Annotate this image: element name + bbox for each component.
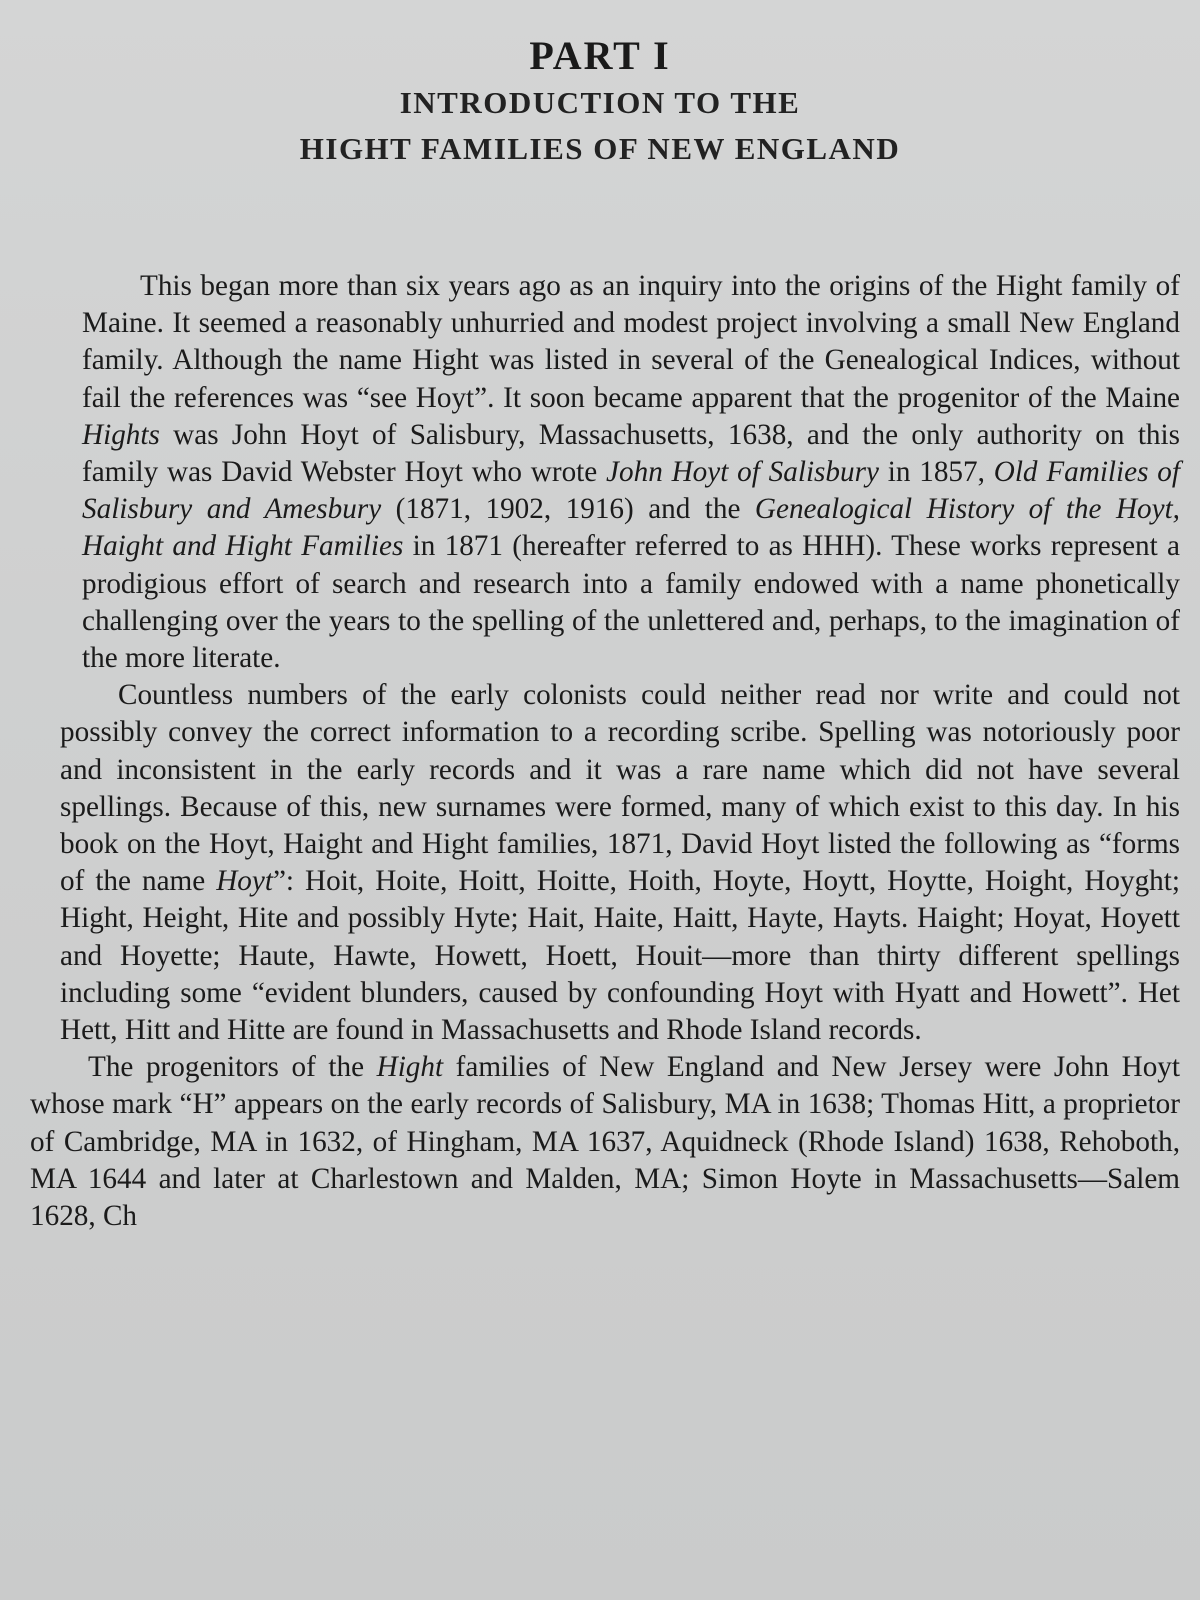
italic-term: Hight (376, 1051, 444, 1084)
chapter-subtitle-line-1: INTRODUCTION TO THE (399, 85, 801, 120)
text-segment: families of New England and New Jersey were John Hoyt whose mark “H” appears on the early records of Salisbury, MA in 1638; Thomas Hitt, a proprietor of Cambridge, MA in 1632, of Hingham, MA 1637, Aquidneck (Rhode Island) 1638, Rehoboth, MA 1644 and later at Charlestown and Malden, MA; Simon Hoyte in Massachusetts—Salem 1628, Ch (30, 1051, 1180, 1233)
text-segment: in 1857, (878, 456, 994, 489)
text-segment: in 1871 (hereafter referred to as HHH). These works represent a prodigious effort of search and research into a family endowed with a name phonetically challenging over the years to the spelling of the unlettered and, perhaps, to the imagination of the more literate. (82, 530, 1180, 675)
italic-term: Hoyt (216, 865, 273, 898)
paragraph-1 (30, 268, 1180, 677)
book-title: Old Families of Salisbury and Amesbury (82, 456, 1180, 526)
text-segment: Countless numbers of the early colonists could neither read nor write and could not possibly convey the correct information to a recording scribe. Spelling was notoriously poor and inconsistent in the early records and it was a rare name which did not have several spellings. Because of this, new surnames were formed, many of which exist to this day. In his book on the Hoyt, Haight and Hight families, 1871, David Hoyt listed the following as “forms of the name (60, 679, 1180, 898)
italic-term: Hights (82, 418, 160, 451)
text-segment: ”: Hoit, Hoite, Hoitt, Hoitte, Hoith, Hoyte, Hoytt, Hoytte, Hoight, Hoyght; Hight, Height, Hite and possibly Hyte; Hait, Haite, Haitt, Hayte, Hayts. Haight; Hoyat, Hoyett and Hoyette; Haute, Hawte, Howett, Hoett, Houit—more than thirty different spellings including some “evident blunders, caused by confounding Hoyt with Hyatt and Howett”. Het Hett, Hitt and Hitte are found in Massachusetts and Rhode Island records. (60, 865, 1180, 1047)
paragraph-3 (30, 1049, 1180, 1235)
paragraph-2 (30, 677, 1180, 1049)
part-title: PART I (529, 33, 671, 78)
chapter-heading (0, 32, 1200, 172)
text-segment: The progenitors of the (88, 1051, 377, 1084)
book-title: Genealogical History of the Hoyt, Haight and Hight Families (82, 493, 1180, 563)
body-text (30, 268, 1180, 1235)
text-segment: (1871, 1902, 1916) and the (381, 493, 755, 526)
chapter-subtitle-line-2: HIGHT FAMILIES OF NEW ENGLAND (299, 131, 901, 166)
text-segment: was John Hoyt of Salisbury, Massachusetts, 1638, and the only authority on this family was David Webster Hoyt who wrote (82, 418, 1180, 489)
book-title: John Hoyt of Salisbury (606, 456, 879, 489)
text-segment: This began more than six years ago as an inquiry into the origins of the Hight family of Maine. It seemed a reasonably unhurried and modest project involving a small New England family. Although the name Hight was listed in several of the Genealogical Indices, without fail the references was “see Hoyt”. It soon became apparent that the progenitor of the Maine (82, 270, 1180, 414)
